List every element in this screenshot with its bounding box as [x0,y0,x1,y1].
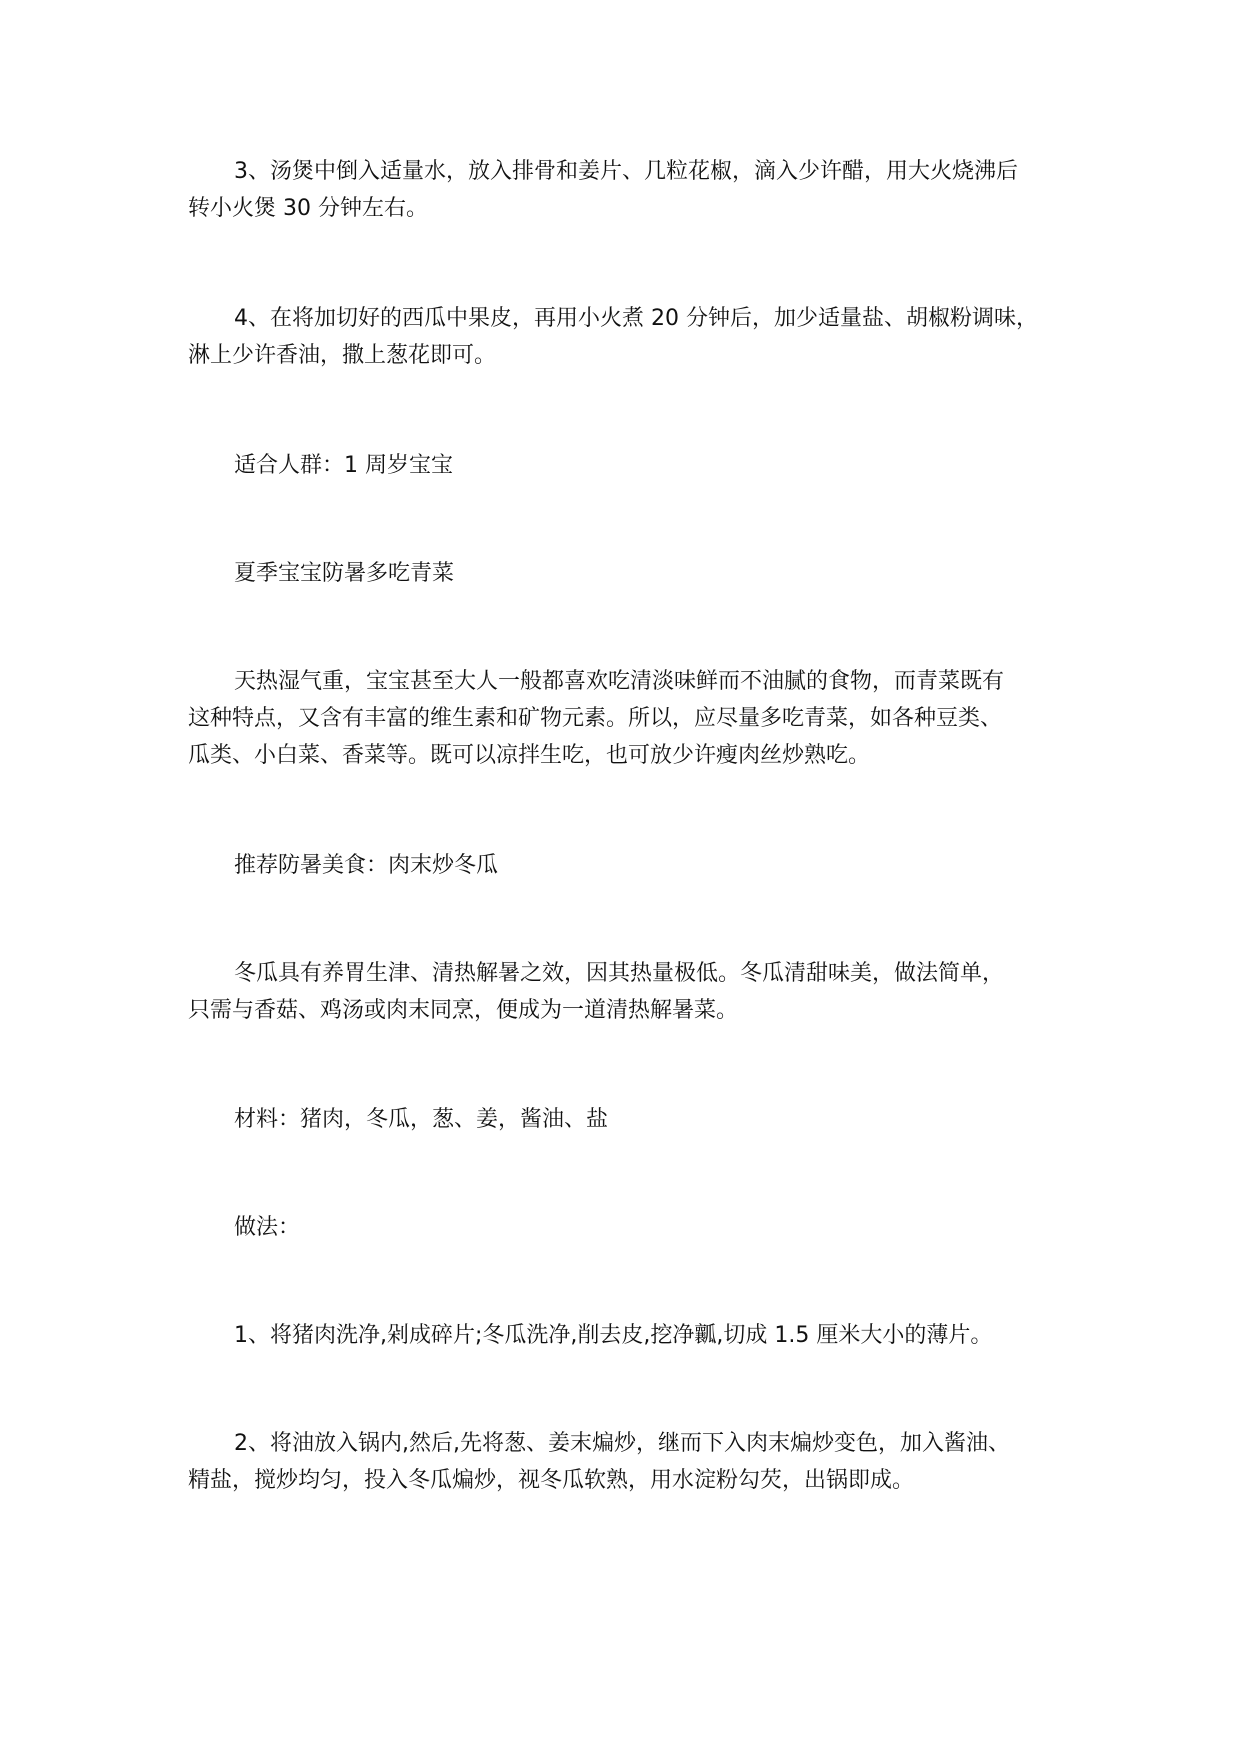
paragraph-recommended-dish [188,847,1068,884]
paragraph-winter-melon-intro [188,955,1068,1029]
paragraph-greens-intro [188,663,1068,774]
section-heading [188,555,1068,592]
text-line: 转小火煲 30 分钟左右。 [188,196,428,221]
paragraph-ingredients [188,1101,1068,1138]
text-line: 这种特点，又含有丰富的维生素和矿物元素。所以，应尽量多吃青菜，如各种豆类、 [188,706,1003,731]
text-line: 适合人群：1 周岁宝宝 [234,453,453,478]
text-line: 夏季宝宝防暑多吃青菜 [234,561,455,586]
text-line: 2、将油放入锅内,然后,先将葱、姜末煸炒，继而下入肉末煸炒变色，加入酱油、 [234,1431,1010,1456]
text-line: 材料：猪肉，冬瓜，葱、姜，酱油、盐 [234,1107,609,1132]
paragraph-method-heading [188,1209,1068,1246]
paragraph-step3-soup [188,153,1068,227]
text-line: 精盐，搅炒均匀，投入冬瓜煸炒，视冬瓜软熟，用水淀粉勾芡，出锅即成。 [188,1468,915,1493]
paragraph-method-step2 [188,1425,1068,1499]
text-line: 淋上少许香油，撒上葱花即可。 [188,343,497,368]
text-line: 1、将猪肉洗净,剁成碎片;冬瓜洗净,削去皮,挖净瓤,切成 1.5 厘米大小的薄片。 [234,1323,993,1348]
paragraph-method-step1 [188,1317,1068,1354]
text-line: 天热湿气重，宝宝甚至大人一般都喜欢吃清淡味鲜而不油腻的食物，而青菜既有 [234,669,1005,694]
text-line: 推荐防暑美食：肉末炒冬瓜 [234,853,499,878]
text-line: 瓜类、小白菜、香菜等。既可以凉拌生吃，也可放少许瘦肉丝炒熟吃。 [188,743,871,768]
paragraph-step4-soup [188,300,1068,374]
paragraph-suitable-group [188,447,1068,484]
text-line: 做法： [234,1215,301,1240]
text-line: 冬瓜具有养胃生津、清热解暑之效，因其热量极低。冬瓜清甜味美，做法简单， [234,961,1005,986]
text-line: 4、在将加切好的西瓜中果皮，再用小火煮 20 分钟后，加少适量盐、胡椒粉调味， [234,306,1038,331]
text-line: 3、汤煲中倒入适量水，放入排骨和姜片、几粒花椒，滴入少许醋，用大火烧沸后 [234,159,1018,184]
text-line: 只需与香菇、鸡汤或肉末同烹，便成为一道清热解暑菜。 [188,998,739,1023]
